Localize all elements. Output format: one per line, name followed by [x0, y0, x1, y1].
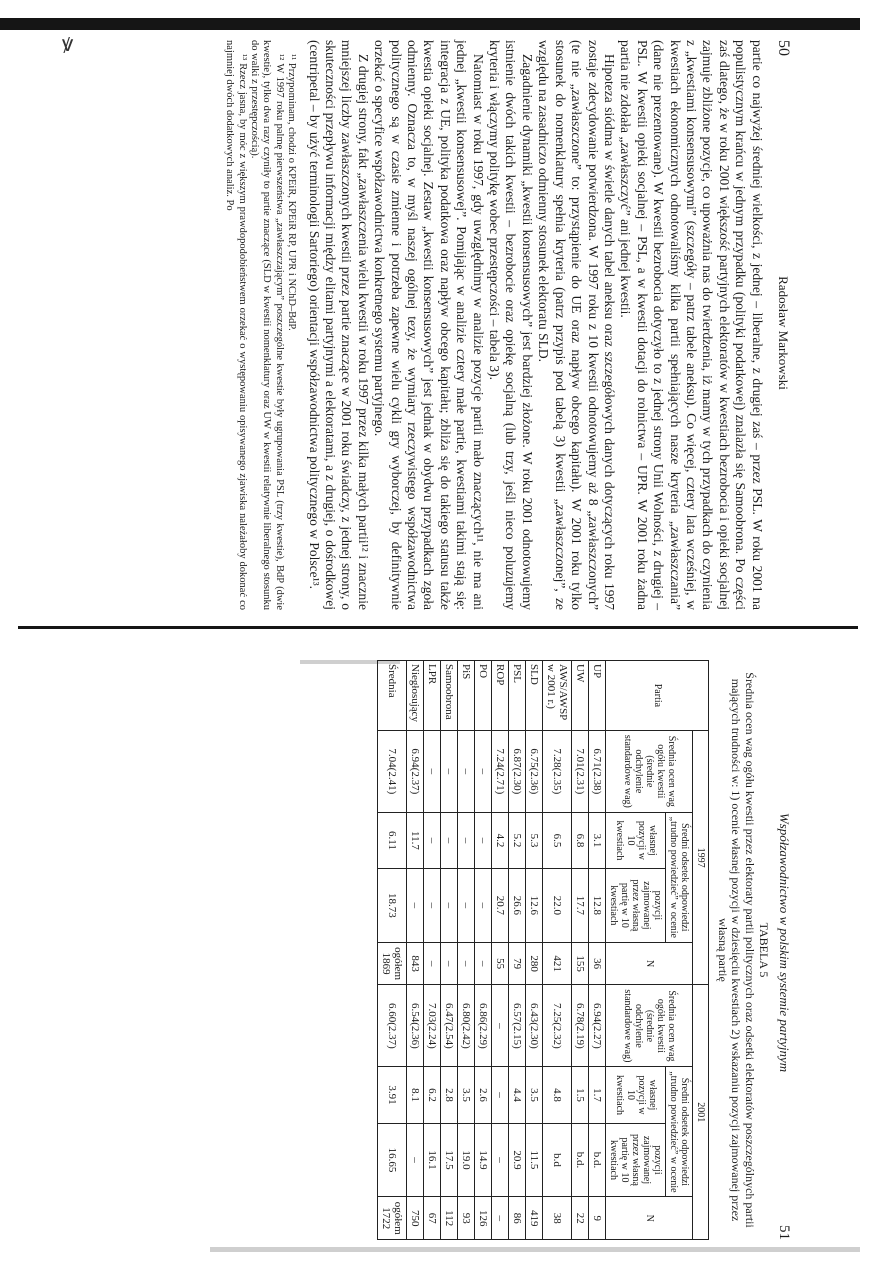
mean-2001-cell: [589, 985, 606, 1067]
cell-sd: (2.29): [477, 1022, 490, 1049]
own-2001-cell: [458, 1067, 475, 1123]
n-1997-cell: [424, 942, 441, 985]
cell-value: –: [460, 902, 473, 909]
table-row: [475, 661, 492, 1240]
cell-sd: (2.15): [511, 1022, 524, 1049]
table-row: [572, 661, 589, 1240]
cell-value: ogółem 1869: [380, 947, 405, 981]
cell-value: 7.24: [494, 748, 507, 768]
party-pos-2001-cell: [589, 1123, 606, 1197]
cell-value: 6.54: [409, 1003, 422, 1023]
col-own-1997: własnej pozycji w 10 kwestiach: [606, 812, 666, 868]
cell-value: 26.6: [511, 895, 524, 916]
cell-sd: (2.30): [528, 1022, 541, 1049]
mean-1997-cell: [458, 730, 475, 812]
cell-value: 12.6: [528, 895, 541, 916]
cell-value: 4.4: [511, 1088, 524, 1102]
own-1997-cell: [424, 812, 441, 868]
page-51: [101, 660, 791, 1240]
n-2001-cell: [458, 1197, 475, 1240]
col-dk-group-1997: Średni odsetek odpowiedzi „trudno powiedzieć” w ocenie: [666, 812, 693, 942]
cell-value: 6.94: [409, 748, 422, 768]
cell-sd: (2.31): [574, 767, 587, 795]
table-row: [458, 661, 475, 1240]
cell-value: 22.0: [551, 895, 564, 916]
cell-value: 16.1: [426, 1150, 439, 1170]
page-50: [101, 40, 791, 610]
cell-value: 6.5: [551, 833, 564, 848]
cell-value: b.d.: [591, 1151, 604, 1169]
own-1997-cell: [407, 812, 424, 868]
cell-value: –: [426, 960, 439, 967]
mean-2001-cell: [572, 985, 589, 1067]
mean-1997-cell: [492, 730, 509, 812]
cell-value: 7.04: [386, 748, 399, 768]
cell-value: 3.5: [460, 1088, 473, 1102]
cell-value: –: [477, 902, 490, 909]
footnote: ¹³ Rzecz jasna, by móc z większym prawdopodobieństwem orzekać o występowaniu opisywanego zjawiska należałoby dokonać co najmniej dwóch dodatkowych analiz. Po: [224, 40, 248, 610]
party-cell: ROP: [492, 661, 509, 731]
table-row: [509, 661, 526, 1240]
n-1997-cell: [441, 942, 458, 985]
cell-sd: (2.37): [409, 767, 422, 795]
n-2001-cell: [407, 1197, 424, 1240]
cell-value: –: [494, 1092, 507, 1098]
own-1997-cell: [572, 812, 589, 868]
cell-value: 55: [494, 958, 507, 970]
col-year-2001: 2001: [693, 985, 709, 1240]
mean-1997-cell: [407, 730, 424, 812]
party-cell: Średnia: [378, 661, 407, 731]
table-caption: Średnia ocen wag ogółu kwestii przez elektoraty partii politycznych oraz odsetki elektoratów poszczególnych partii mających trudności w: 1) ocenie własnej pozycji w dziesięciu kwestiach 2) wskazaniu pozycji zajmowanej przez własną partię: [715, 672, 757, 1228]
top-scan-border: [0, 18, 860, 30]
mean-1997-cell: [509, 730, 526, 812]
paragraph: partie co najwyżej średniej wielkości, z jednej – liberalne, z drugiej zaś – przez PSL. W roku 2001 na populistycznym krańcu w jednym przypadku (polityki podatkowej) znalazła się Samoobrona. Po części zaś dlatego, że w roku 2001 większość partyjnych elektoratów w kwestiach bezrobocia i opieki socjalnej zajmuje zbliżone pozycje, co upoważnia nas do twierdzenia, iż mamy w tych przypadkach do czynienia z „kwestiami konsensusowymi” (szczegóły – patrz tabele aneksu). Co więcej, cztery lata wcześniej, w kwestiach ekonomicznych odnotowaliśmy kilka partii spełniających nasze kryteria „zawłaszczania” (dane nie prezentowane). W kwestii bezrobocia dotyczyło to z jednej strony Unii Wolności, z drugiej – PSL. W kwestii opieki socjalnej – PSL, a w kwestii dotacji do rolnictwa – UPR. W 2001 roku żadna partia nie zdołała „zawłaszczyć” ani jednej kwestii.: [618, 40, 765, 610]
cell-value: b.d.: [574, 1151, 587, 1169]
col-n-1997: N: [606, 942, 693, 985]
n-1997-cell: [572, 942, 589, 985]
party-pos-2001-cell: [543, 1123, 572, 1197]
cell-sd: (2.24): [426, 1022, 439, 1049]
own-2001-cell: [572, 1067, 589, 1123]
cell-value: 18.73: [386, 893, 399, 918]
own-2001-cell: [378, 1067, 407, 1123]
table-row: [441, 661, 458, 1240]
party-cell: AWS/AWSP w 2001 r.): [543, 661, 572, 731]
cell-value: 14.9: [477, 1150, 490, 1170]
cell-sd: (2.30): [511, 767, 524, 795]
party-pos-1997-cell: [378, 869, 407, 943]
party-pos-2001-cell: [378, 1123, 407, 1197]
own-2001-cell: [509, 1067, 526, 1123]
cell-value: 4.2: [494, 833, 507, 848]
party-pos-1997-cell: [509, 869, 526, 943]
cell-sd: (2.35): [551, 767, 564, 795]
cell-value: –: [460, 960, 473, 967]
own-1997-cell: [526, 812, 543, 868]
cell-value: 1.7: [591, 1088, 604, 1102]
own-1997-cell: [475, 812, 492, 868]
own-2001-cell: [526, 1067, 543, 1123]
mean-1997-cell: [441, 730, 458, 812]
n-2001-cell: [475, 1197, 492, 1240]
party-cell: PO: [475, 661, 492, 731]
party-pos-1997-cell: [589, 869, 606, 943]
table-row: [543, 661, 572, 1240]
cell-value: 19.0: [460, 1150, 473, 1170]
paragraph: Hipoteza siódma w świetle danych tabel aneksu oraz szczegółowych danych dotyczących roku 1997 zostaje zdecydowanie potwierdzona. W 1997 roku z 10 kwestii odnotowujemy aż 8 „zawłaszczonych” (te nie „zawłaszczone” to: przystąpienie do UE oraz napływ obcego kapitału). W 2001 roku tylko stosunek do nomenklatury spełnia kryteria (patrz przypis pod tabelą 3) kwestii „zawłaszczonej”, ze względu na zasadniczo odmienny stosunek elektoratu SLD.: [536, 40, 617, 610]
cell-value: 155: [574, 955, 587, 972]
cell-sd: (2.36): [409, 1022, 422, 1049]
n-1997-cell: [509, 942, 526, 985]
party-cell: SLD: [526, 661, 543, 731]
cell-value: ogółem 1722: [380, 1201, 405, 1235]
cell-value: 843: [409, 955, 422, 972]
cell-sd: (2.27): [591, 1022, 604, 1049]
party-pos-2001-cell: [572, 1123, 589, 1197]
n-1997-cell: [589, 942, 606, 985]
own-2001-cell: [424, 1067, 441, 1123]
own-2001-cell: [543, 1067, 572, 1123]
mean-2001-cell: [475, 985, 492, 1067]
cell-sd: (2.54): [443, 1022, 456, 1049]
party-pos-2001-cell: [458, 1123, 475, 1197]
mean-2001-cell: [509, 985, 526, 1067]
cell-value: –: [426, 837, 439, 844]
col-party: Partia: [606, 661, 709, 731]
party-pos-2001-cell: [441, 1123, 458, 1197]
party-cell: LPR: [424, 661, 441, 731]
cell-value: –: [426, 902, 439, 909]
cell-sd: (2.37): [386, 1022, 399, 1049]
cell-value: 93: [460, 1212, 473, 1224]
cell-value: 112: [443, 1210, 456, 1227]
table-label: TABELA 5: [757, 922, 771, 978]
own-1997-cell: [378, 812, 407, 868]
party-pos-2001-cell: [492, 1123, 509, 1197]
paragraph: Natomiast w roku 1997, gdy uwzględnimy w analizie pozycje partii mało znaczących¹¹, nie ma ani jednej „kwestii konsensusowej”. Pomijając w analizie cztery małe partie, kwestiami takimi stają się: integracja z UE, polityka podatkowa oraz napływ obcego kapitału; zbliża się do takiego statusu także kwestia opieki socjalnej. Zestaw „kwestii konsensusowych” jest jednak w obydwu przypadkach zgoła odmienny. Oznacza to, w myśl naszej ogólnej tezy, że wymiary rzeczywistego współzawodnictwa politycznego są w czasie zmienne i potrzeba zapewne wielu cykli gry wyborczej, by definitywnie orzekać o specyfice współzawodnictwa konkretnego systemu partyjnego.: [372, 40, 486, 610]
n-2001-cell: [543, 1197, 572, 1240]
mean-2001-cell: [407, 985, 424, 1067]
party-pos-1997-cell: [526, 869, 543, 943]
mean-1997-cell: [526, 730, 543, 812]
mean-2001-cell: [526, 985, 543, 1067]
cell-value: 419: [528, 1209, 541, 1227]
cell-value: 750: [409, 1209, 422, 1227]
footnote: ¹² W 1997 roku palmę pierwszeństwa „zawłaszczającym” poszczególne kwestie były ugrupowania PSL (trzy kwestie), BdP (dwie kwestie), tylko dwa razy czyniły to partie znaczące (SLD w kwestii nomenklatury oraz UW w kwestii relatywnie liberalnego stosunku do walki z przestępczością).: [249, 40, 285, 610]
middle-fold-rule: [18, 626, 858, 629]
own-2001-cell: [441, 1067, 458, 1123]
cell-value: –: [494, 1215, 507, 1221]
cell-sd: (2.42): [460, 1022, 473, 1049]
cell-value: 421: [551, 955, 564, 972]
mean-2001-cell: [378, 985, 407, 1067]
table-row: [492, 661, 509, 1240]
table-row: [378, 661, 407, 1240]
n-2001-cell: [378, 1197, 407, 1240]
n-2001-cell: [526, 1197, 543, 1240]
cell-value: 6.57: [511, 1003, 524, 1023]
party-cell: Samoobrona: [441, 661, 458, 731]
mean-2001-cell: [441, 985, 458, 1067]
cell-value: 20.9: [511, 1150, 524, 1170]
cell-value: 6.8: [574, 833, 587, 848]
footnote: ¹¹ Przypominam, chodzi o KPEiR, KPEiR RP, UPR i NChD–BdP.: [286, 54, 298, 331]
cell-value: 11.5: [528, 1150, 541, 1170]
footnotes: [223, 40, 297, 610]
cell-value: –: [443, 960, 456, 967]
cell-value: 6.86: [477, 1003, 490, 1023]
n-2001-cell: [492, 1197, 509, 1240]
own-2001-cell: [475, 1067, 492, 1123]
cell-value: 6.11: [386, 831, 399, 850]
cell-value: 6.2: [426, 1088, 439, 1102]
n-1997-cell: [458, 942, 475, 985]
cell-value: –: [443, 837, 456, 844]
cell-value: 4.8: [551, 1088, 564, 1102]
cell-value: –: [426, 768, 439, 775]
cell-value: –: [409, 902, 422, 909]
cell-value: 67: [426, 1212, 439, 1224]
mean-2001-cell: [424, 985, 441, 1067]
mean-1997-cell: [572, 730, 589, 812]
party-cell: UW: [572, 661, 589, 731]
cell-value: 8.1: [409, 1088, 422, 1102]
n-2001-cell: [589, 1197, 606, 1240]
party-pos-2001-cell: [526, 1123, 543, 1197]
own-2001-cell: [492, 1067, 509, 1123]
col-mean-1997: Średnia ocen wag ogółu kwestii (średnie odchylenie standardowe wag): [606, 730, 693, 812]
cell-value: 6.47: [443, 1003, 456, 1023]
party-pos-1997-cell: [407, 869, 424, 943]
cell-value: 16.65: [386, 1147, 399, 1173]
running-head-author: Radosław Markowski: [776, 276, 791, 390]
party-pos-1997-cell: [458, 869, 475, 943]
table-5: [377, 660, 709, 1240]
scan-smudge: ꝟ: [62, 31, 74, 56]
party-pos-2001-cell: [424, 1123, 441, 1197]
party-pos-2001-cell: [407, 1123, 424, 1197]
party-pos-1997-cell: [572, 869, 589, 943]
cell-value: 11.7: [409, 831, 422, 850]
cell-value: 2.8: [443, 1088, 456, 1102]
cell-value: 7.03: [426, 1003, 439, 1023]
n-1997-cell: [407, 942, 424, 985]
own-1997-cell: [589, 812, 606, 868]
n-2001-cell: [572, 1197, 589, 1240]
cell-sd: (2.19): [574, 1022, 587, 1049]
running-head-title: Współzawodnictwo w polskim systemie partyjnym: [777, 812, 792, 1073]
mean-2001-cell: [543, 985, 572, 1067]
cell-value: 12.8: [591, 895, 604, 916]
cell-value: –: [494, 1157, 507, 1163]
table-row: [424, 661, 441, 1240]
cell-value: –: [460, 837, 473, 844]
cell-value: 7.25: [551, 1003, 564, 1023]
cell-sd: (2.41): [386, 767, 399, 795]
bottom-edge-shadow: [210, 1247, 860, 1252]
cell-value: 6.94: [591, 1003, 604, 1023]
cell-value: 9: [591, 1215, 604, 1221]
body-text: [305, 40, 764, 610]
party-pos-1997-cell: [424, 869, 441, 943]
own-1997-cell: [509, 812, 526, 868]
cell-value: 5.2: [511, 833, 524, 848]
cell-value: 79: [511, 958, 524, 970]
n-2001-cell: [424, 1197, 441, 1240]
cell-value: 6.43: [528, 1003, 541, 1023]
cell-value: –: [494, 1023, 507, 1029]
cell-value: –: [460, 768, 473, 775]
own-1997-cell: [543, 812, 572, 868]
table-row: [407, 661, 424, 1240]
cell-value: 6.80: [460, 1003, 473, 1023]
col-dk-group-2001: Średni odsetek odpowiedzi „trudno powiedzieć” w ocenie: [666, 1067, 693, 1197]
page-51-header: [777, 660, 791, 1240]
col-n-2001: N: [606, 1197, 693, 1240]
cell-value: 6.87: [511, 748, 524, 768]
cell-value: –: [443, 902, 456, 909]
cell-value: 2.6: [477, 1088, 490, 1102]
table-row: [526, 661, 543, 1240]
own-1997-cell: [458, 812, 475, 868]
n-2001-cell: [441, 1197, 458, 1240]
cell-sd: (2.32): [551, 1022, 564, 1049]
own-2001-cell: [589, 1067, 606, 1123]
cell-value: 22: [574, 1212, 587, 1224]
cell-sd: (2.36): [528, 767, 541, 795]
cell-value: 5.3: [528, 833, 541, 848]
mean-1997-cell: [378, 730, 407, 812]
cell-value: 3.5: [528, 1088, 541, 1102]
paragraph: Z drugiej strony, fakt „zawłaszczenia wielu kwestii w roku 1997 przez kilka małych partii¹² i znacznie mniejszej liczby zawłaszczonych kwestii przez partie znaczące w 2001 roku świadczy, z jednej strony, o skuteczności przepływu informacji między elitami partyjnymi a elektoratami, a z drugiej, o dośrodkowej (centripetal – by użyć terminologii Sartoriego) orientacji współzawodnictwa politycznego w Polsce¹³.: [306, 40, 371, 610]
party-cell: PiS: [458, 661, 475, 731]
table-body: [378, 661, 606, 1240]
party-cell: UP: [589, 661, 606, 731]
n-1997-cell: [492, 942, 509, 985]
own-2001-cell: [407, 1067, 424, 1123]
table-row: [589, 661, 606, 1240]
n-1997-cell: [526, 942, 543, 985]
party-cell: PSL: [509, 661, 526, 731]
col-own-2001: własnej pozycji w 10 kwestiach: [606, 1067, 666, 1123]
page-number: 50: [775, 40, 792, 56]
cell-value: 6.75: [528, 748, 541, 768]
cell-value: 17.5: [443, 1150, 456, 1170]
cell-sd: (2.71): [494, 767, 507, 795]
cell-value: –: [409, 1157, 422, 1163]
cell-sd: (2.38): [591, 767, 604, 795]
cell-value: b.d: [551, 1153, 564, 1167]
party-pos-2001-cell: [509, 1123, 526, 1197]
cell-value: 6.71: [591, 748, 604, 768]
cell-value: 20.7: [494, 895, 507, 916]
own-1997-cell: [492, 812, 509, 868]
cell-value: 7.28: [551, 748, 564, 768]
cell-value: –: [477, 837, 490, 844]
col-mean-2001: Średnia ocen wag ogółu kwestii (średnie odchylenie standardowe wag): [606, 985, 693, 1067]
cell-value: 17.7: [574, 895, 587, 916]
page-50-header: [775, 40, 791, 610]
cell-value: 86: [511, 1212, 524, 1224]
cell-value: –: [477, 768, 490, 775]
party-pos-1997-cell: [543, 869, 572, 943]
cell-value: 280: [528, 955, 541, 972]
mean-1997-cell: [543, 730, 572, 812]
cell-value: 3.91: [386, 1085, 399, 1105]
cell-value: 1.5: [574, 1088, 587, 1102]
cell-value: –: [443, 768, 456, 775]
cell-value: 6.78: [574, 1003, 587, 1023]
mean-1997-cell: [589, 730, 606, 812]
mean-2001-cell: [492, 985, 509, 1067]
n-1997-cell: [378, 942, 407, 985]
mean-1997-cell: [475, 730, 492, 812]
n-1997-cell: [475, 942, 492, 985]
mean-1997-cell: [424, 730, 441, 812]
party-pos-1997-cell: [441, 869, 458, 943]
cell-value: 3.1: [591, 833, 604, 848]
col-party-pos-2001: pozycji zajmowanej przez własną partię w 10 kwestiach: [606, 1123, 666, 1197]
own-1997-cell: [441, 812, 458, 868]
paragraph: Zagadnienie dynamiki „kwestii konsensusowych” jest bardziej złożone. W roku 2001 odnotowujemy istnienie dwóch takich kwestii – bezrobocie oraz opiekę socjalną (lub trzy, jeśli nieco poluzujemy kryteria i włączymy politykę wobec przestępczości – tabela 3).: [487, 40, 535, 610]
cell-value: –: [477, 960, 490, 967]
cell-value: 7.01: [574, 748, 587, 768]
mean-2001-cell: [458, 985, 475, 1067]
page-number: 51: [776, 1224, 792, 1240]
party-cell: Niegłosujący: [407, 661, 424, 731]
col-party-pos-1997: pozycji zajmowanej przez własną partię w 10 kwestiach: [606, 869, 666, 943]
n-1997-cell: [543, 942, 572, 985]
party-pos-1997-cell: [492, 869, 509, 943]
cell-value: 36: [591, 958, 604, 970]
col-year-1997: 1997: [693, 730, 709, 985]
party-pos-2001-cell: [475, 1123, 492, 1197]
party-pos-1997-cell: [475, 869, 492, 943]
cell-value: 126: [477, 1209, 490, 1227]
n-2001-cell: [509, 1197, 526, 1240]
cell-value: 38: [551, 1212, 564, 1224]
cell-value: 6.60: [386, 1003, 399, 1023]
